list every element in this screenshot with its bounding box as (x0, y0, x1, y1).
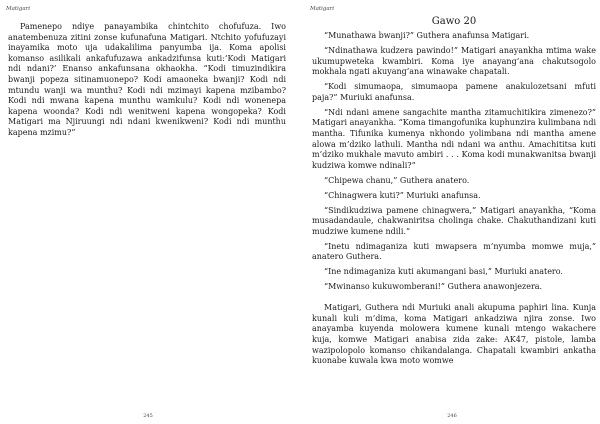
paragraph: “Ndi ndani amene sangachite mantha zitamuchitikira zimenezo?” Matigari anayankha. “Koma timangofunika kuphunzira kulimbana ndi mantha. Tifunika kumenya nkhondo yolimbana ndi mantha amene alowa m’dziko lathuli. Mantha ndi ndani wa anthu. Amachititsa kuti m’dziko mukhale mavuto ambiri . . . Koma kodi munakwanitsa bwanji kudziwa komwe ndinali?” (312, 107, 596, 170)
body-text (8, 22, 286, 139)
chapter-title: Gawo 20 (431, 16, 477, 27)
paragraph: “Mwinanso kukuwomberani!” Guthera anawonjezera. (324, 282, 543, 292)
paragraph: “Chipewa chanu,” Guthera anatero. (324, 175, 470, 185)
page-number: 246 (447, 413, 457, 419)
paragraph: Matigari, Guthera ndi Muriuki anali akupuma paphiri lina. Kunja kunali kuli m’dima, koma Matigari ankadziwa njira zonse. Iwo anayamba kuyenda molowera kumene kunali mtengo wakachere kuja, komwe Matigari anabisa zida zake: AK47, pistole, lamba wazipolopolo komanso chikandalanga. Chapatali kwambiri ankatha kuonabe kuwala kwa moto womwe (312, 303, 596, 366)
gutter (296, 0, 304, 424)
body-text (312, 16, 596, 367)
paragraph: “Sindikudziwa pamene chinagwera,” Matigari anayankha, “Koma musadandaule, chakwaniritsa cholinga chake. Chakuthandizani kuti mudziwe kumene ndili.” (312, 205, 596, 236)
paragraph: “Chinagwera kuti?” Muriuki anafunsa. (324, 190, 481, 200)
right-page (304, 0, 600, 424)
paragraph: “Inetu ndimaganiza kuti mwapsera m’nyumba momwe muja,” anatero Guthera. (312, 241, 596, 262)
page-number: 245 (143, 413, 153, 419)
paragraph: “Ine ndimaganiza kuti akumangani basi,” Muriuki anatero. (324, 267, 563, 277)
paragraph: Pamenepo ndiye panayambika chintchito chofufuza. Iwo anatembenuza zitini zonse kufunafuna Matigari. Ntchito yofufuzayi inayamika moto uja udakalilima panyumba ija. Koma apolisi komanso asilikali ankafufuzawa ankadzifunsa kuti:‘Kodi Matigari ndi ndani?’ Enanso ankafunsana okhaokha. “Kodi timuzindikira bwanji popeza sitinamuonepo? Kodi amaoneka bwanji? Kodi ndi mtundu wanji wa munthu? Kodi ndi mzimayi kapena mzibambo? Kodi ndi mwana kapena munthu wamkulu? Kodi ndi wonenepa kapena woonda? Kodi ndi wenitweni kapena wongopeka? Kodi Matigari ma Njiruungi ndi ndani kwenikweni? Kodi ndi munthu kapena mzimu?” (8, 22, 286, 137)
paragraph: “Ndinathawa kudzera pawindo!” Matigari anayankha mtima wake ukumupweteka kwambiri. Koma iye anayang’ana chakutsogolo mokhala ngati akuyang’ana winawake chapatali. (312, 45, 596, 77)
paragraph: “Munathawa bwanji?” Guthera anafunsa Matigari. (324, 31, 530, 40)
left-page (0, 0, 296, 424)
running-head: Matigari (6, 6, 31, 12)
running-head: Matigari (310, 6, 335, 12)
paragraph: “Kodi simumaopa, simumaopa pamene anakulozetsani mfuti paja?” Muriuki anafunsa. (312, 82, 596, 102)
